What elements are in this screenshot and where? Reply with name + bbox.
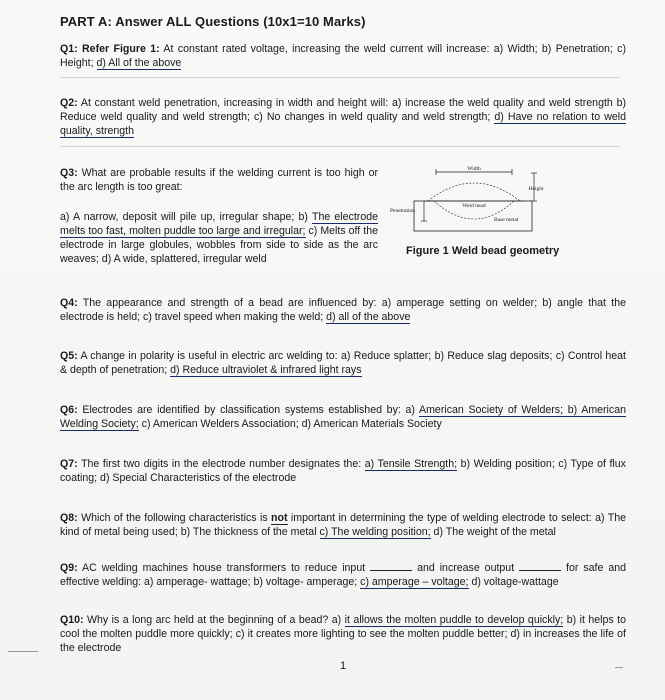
question-label: Q5: (60, 350, 78, 362)
question-text: d) The weight of the metal (430, 526, 556, 538)
fill-in-blank (519, 561, 561, 571)
question-label: Q9: (60, 562, 78, 574)
options-text: c) Melts off the electrode in large globules, wobbles from side to side as the arc weaves; d) A wide, splattered, irregular weld (60, 225, 378, 265)
question-3-options (60, 210, 378, 266)
question-2 (60, 96, 626, 138)
question-text: A change in polarity is useful in electric arc welding to: a) Reduce splatter; b) Reduce slag deposits; c) Control heat & depth of penetration; (60, 350, 627, 376)
question-label: Q10: (60, 614, 84, 626)
question-label: Q3: (60, 167, 78, 179)
question-text: d) voltage-wattage (468, 576, 559, 588)
margin-mark (8, 651, 38, 652)
answer-underline: d) Have no relation to weld quality, strength (60, 111, 626, 137)
question-prefix: Refer Figure 1: (82, 43, 160, 55)
question-8 (60, 511, 626, 539)
page-number: 1 (340, 660, 347, 672)
question-label: Q7: (60, 458, 78, 470)
figure-label-width: Width (467, 166, 481, 172)
emphasis-not: not (271, 512, 288, 524)
question-9 (60, 561, 626, 589)
figure-label-base-metal: Base metal (494, 217, 519, 223)
question-text: Electrodes are identified by classification systems established by: a) (82, 404, 420, 416)
answer-underline: it allows the molten puddle to develop quickly; (344, 614, 564, 626)
bead-crown (428, 183, 520, 201)
fill-in-blank (370, 561, 412, 571)
answer-underline: d) All of the above (96, 57, 182, 69)
question-3 (60, 166, 378, 194)
weld-bead-figure (388, 163, 548, 241)
question-text: b) Welding position; c) Type of flux coating; d) Special Characteristics of the electrode (60, 458, 626, 484)
figure-label-height: Height (528, 186, 544, 192)
figure-label-penetration: Penetration (390, 208, 416, 214)
faint-rule (60, 77, 620, 78)
question-5 (60, 349, 626, 377)
question-text: AC welding machines house transformers to reduce input (82, 562, 366, 574)
options-text: a) A narrow, deposit will pile up, irregular shape; b) (60, 211, 312, 223)
answer-underline: The electrode melts too fast, molten puddle too large and irregular; (60, 211, 378, 237)
question-text: Which of the following characteristics is (81, 512, 272, 524)
question-text: for safe and effective welding: a) amperage- wattage; b) voltage- amperage; (60, 562, 626, 588)
question-label: Q2: (60, 97, 78, 109)
question-text: important in determining the type of welding electrode to select: a) The kind of metal being used; b) The thickness of the metal (60, 512, 627, 538)
answer-underline: c) The welding position; (319, 526, 431, 538)
question-label: Q4: (60, 297, 78, 309)
answer-underline: d) Reduce ultraviolet & infrared light rays (170, 364, 362, 376)
answer-underline: c) amperage – voltage; (360, 576, 469, 588)
section-heading: PART A: Answer ALL Questions (10x1=10 Marks) (60, 14, 366, 29)
answer-underline: d) all of the above (326, 311, 411, 323)
figure-caption: Figure 1 Weld bead geometry (406, 245, 560, 257)
question-text: At constant rated voltage, increasing the weld current will increase: a) Width; b) Penetration; c) Height; (60, 43, 626, 69)
question-text: What are probable results if the welding current is too high or the arc length is too great: (60, 167, 379, 193)
margin-mark (615, 667, 623, 668)
answer-underline: a) Tensile Strength; (364, 458, 458, 470)
figure-label-weld-head: Weld head (462, 203, 486, 209)
faint-rule (60, 146, 620, 147)
question-6 (60, 403, 626, 431)
question-text: At constant weld penetration, increasing in width and height will: a) increase the weld quality and weld strength b) Reduce weld quality and weld strength; c) No changes in weld quality and weld strength; (60, 97, 626, 123)
question-4 (60, 296, 626, 324)
question-1 (60, 42, 626, 70)
question-label: Q6: (60, 404, 78, 416)
question-label: Q1: (60, 43, 78, 55)
question-text: and increase output (417, 562, 515, 574)
question-text: b) it helps to cool the molten puddle more quickly; c) it creates more lighting to see the molten puddle better; d) in increases the life of the electrode (60, 614, 626, 654)
question-text: Why is a long arc held at the beginning of a bead? a) (87, 614, 345, 626)
question-text: The first two digits in the electrode number designates the: (81, 458, 365, 470)
answer-underline: American Society of Welders; b) American Welding Society; (60, 404, 626, 430)
question-text: The appearance and strength of a bead are influenced by: a) amperage setting on welder; b) angle that the electrode is held; c) travel speed when making the weld; (60, 297, 626, 323)
question-text: c) American Welders Association; d) American Materials Society (138, 418, 442, 430)
question-7 (60, 457, 626, 485)
question-10 (60, 613, 626, 655)
question-label: Q8: (60, 512, 78, 524)
